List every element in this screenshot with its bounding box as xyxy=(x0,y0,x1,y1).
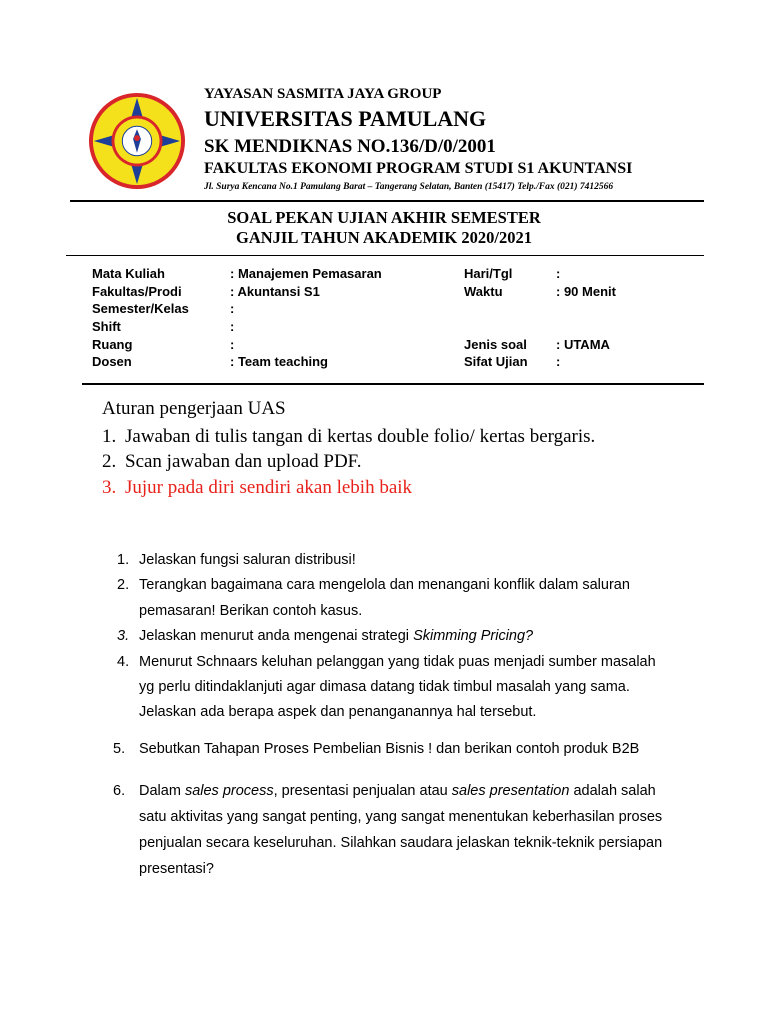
faculty-name: FAKULTAS EKONOMI PROGRAM STUDI S1 AKUNTANSI xyxy=(204,160,633,177)
question-4-text: yg perlu ditindaklanjuti agar dimasa datang tidak timbul masalah yang sama. xyxy=(139,679,630,695)
question-5-text: Sebutkan Tahapan Proses Pembelian Bisnis ! dan berikan contoh produk B2B xyxy=(139,741,640,757)
address-line: Jl. Surya Kencana No.1 Pamulang Barat – Tangerang Selatan, Banten (15417) Telp./Fax (021) 7412566 xyxy=(204,182,614,192)
university-logo xyxy=(88,92,186,190)
info-label-shift: Shift xyxy=(92,319,121,334)
info-value-date: : xyxy=(556,266,561,281)
exam-subtitle: GANJIL TAHUN AKADEMIK 2020/2021 xyxy=(236,228,532,247)
info-label-course: Mata Kuliah xyxy=(92,266,165,281)
question-number: 2. xyxy=(117,577,130,593)
rule-number: 3. xyxy=(102,477,117,498)
header-divider xyxy=(70,200,704,202)
rules-heading: Aturan pengerjaan UAS xyxy=(102,398,286,419)
question-4-text: Jelaskan ada berapa aspek dan penanganannya hal tersebut. xyxy=(139,704,537,720)
info-value-type: : UTAMA xyxy=(556,337,610,352)
info-value-lecturer: : Team teaching xyxy=(230,354,329,369)
title-divider xyxy=(66,255,704,256)
question-number: 5. xyxy=(113,741,126,757)
rule-text: Jawaban di tulis tangan di kertas double folio/ kertas bergaris. xyxy=(125,426,596,447)
info-label-duration: Waktu xyxy=(464,284,503,299)
info-label-faculty: Fakultas/Prodi xyxy=(92,284,182,299)
question-6-text: Dalam sales process, presentasi penjualan atau sales presentation adalah salah xyxy=(139,783,656,799)
info-label-lecturer: Dosen xyxy=(92,354,132,369)
info-label-room: Ruang xyxy=(92,337,133,352)
question-1-text: Jelaskan fungsi saluran distribusi! xyxy=(139,552,356,568)
info-label-nature: Sifat Ujian xyxy=(464,354,528,369)
info-value-shift: : xyxy=(230,319,235,334)
question-number: 1. xyxy=(117,552,130,568)
rule-text: Scan jawaban dan upload PDF. xyxy=(125,451,362,472)
question-2-text: Terangkan bagaimana cara mengelola dan menangani konflik dalam saluran xyxy=(139,577,630,593)
info-value-duration: : 90 Menit xyxy=(556,284,616,299)
question-6-text: penjualan secara keseluruhan. Silahkan saudara jelaskan teknik-teknik persiapan xyxy=(139,835,663,851)
question-2-text: pemasaran! Berikan contoh kasus. xyxy=(139,603,363,619)
foundation-name: YAYASAN SASMITA JAYA GROUP xyxy=(204,86,442,102)
question-6-text: satu aktivitas yang sangat penting, yang sangat menentukan keberhasilan proses xyxy=(139,809,663,825)
exam-title: SOAL PEKAN UJIAN AKHIR SEMESTER xyxy=(227,208,541,227)
info-value-faculty: : Akuntansi S1 xyxy=(230,284,320,299)
info-label-semester: Semester/Kelas xyxy=(92,301,189,316)
question-3-text: Jelaskan menurut anda mengenai strategi Skimming Pricing? xyxy=(139,628,534,644)
info-value-room: : xyxy=(230,337,235,352)
info-value-semester: : xyxy=(230,301,235,316)
decree-number: SK MENDIKNAS NO.136/D/0/2001 xyxy=(204,136,496,157)
info-label-type: Jenis soal xyxy=(464,337,527,352)
info-label-date: Hari/Tgl xyxy=(464,266,513,281)
question-number: 6. xyxy=(113,783,126,799)
question-6-text: presentasi? xyxy=(139,861,214,877)
question-number: 4. xyxy=(117,654,130,670)
rule-number: 2. xyxy=(102,451,117,472)
university-name: UNIVERSITAS PAMULANG xyxy=(204,106,487,131)
info-value-nature: : xyxy=(556,354,561,369)
rule-number: 1. xyxy=(102,426,117,447)
question-number: 3. xyxy=(117,628,130,644)
rule-text-highlight: Jujur pada diri sendiri akan lebih baik xyxy=(125,477,413,498)
info-divider xyxy=(82,383,704,385)
info-value-course: : Manajemen Pemasaran xyxy=(230,266,382,281)
question-4-text: Menurut Schnaars keluhan pelanggan yang tidak puas menjadi sumber masalah xyxy=(139,654,656,670)
